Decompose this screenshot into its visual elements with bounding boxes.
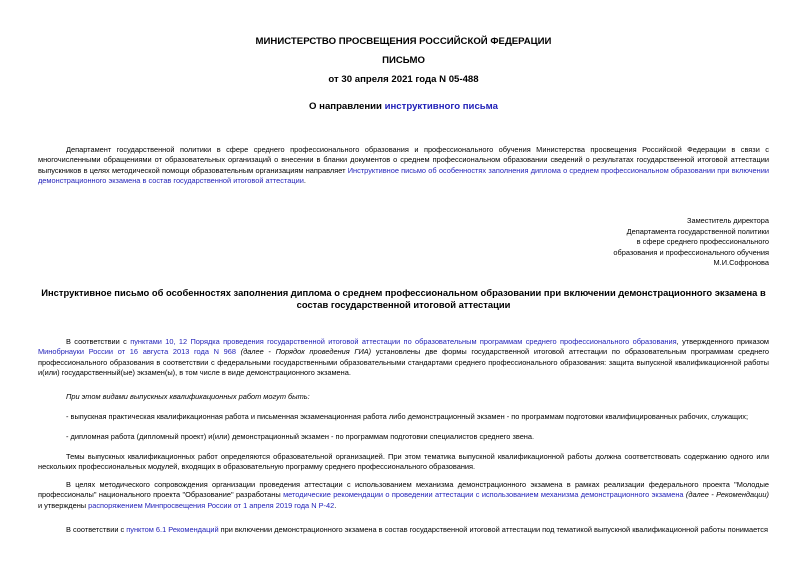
p4-text: - дипломная работа (дипломный проект) и(или) демонстрационный экзамен - по программам подготовки специалистов среднего звена. bbox=[66, 432, 535, 441]
p1-italic: (далее - Порядок проведения ГИА) bbox=[240, 347, 372, 357]
paragraph-1 bbox=[38, 337, 769, 379]
document-type: ПИСЬМО bbox=[382, 55, 425, 66]
p3-text: - выпускная практическая квалификационная работа и письменная экзаменационная работа либо демонстрационный экзамен - по программам подготовки квалифицированных рабочих, служащих; bbox=[66, 412, 749, 421]
instruction-title: Инструктивное письмо об особенностях заполнения диплома о среднем профессиональном образовании при включении демонстрационного экзамена в состав государственной итоговой аттестации bbox=[41, 287, 766, 310]
paragraph-4 bbox=[38, 432, 769, 442]
directive-link[interactable]: распоряжением Минпросвещения России от 1 апреля 2019 года N Р-42 bbox=[88, 500, 335, 510]
signature-line: Департамента государственной политики bbox=[626, 226, 769, 236]
signature-name: М.И.Софронова bbox=[713, 258, 769, 268]
subject-link[interactable]: инструктивного письма bbox=[384, 101, 498, 112]
paragraph-2 bbox=[38, 392, 769, 402]
intro-paragraph bbox=[38, 145, 769, 187]
document-date-number: от 30 апреля 2021 года N 05-488 bbox=[328, 74, 479, 85]
p6-text: . bbox=[334, 500, 337, 510]
paragraph-5 bbox=[38, 452, 769, 473]
p6-italic: (далее - Рекомендации) bbox=[685, 490, 769, 500]
procedure-link[interactable]: пунктами 10, 12 Порядка проведения государственной итоговой аттестации по образовательным программам среднего профессионального образования bbox=[130, 337, 677, 346]
p6-text: В целях методического сопровождения организации проведения аттестации с использованием механизма демонстрационного экзамена в рамках реализации федерального проекта "Молодые профессионалы" национального проекта "Образование" разработаны bbox=[38, 480, 769, 500]
paragraph-6 bbox=[38, 480, 769, 511]
subject-prefix: О направлении bbox=[309, 101, 385, 112]
p1-text: установлены две формы государственной итоговой аттестации по образовательным программам среднего профессионального образования в соответствии с федеральными государственными образовательными стандартами среднего профессионального образования: защита выпускной квалификационной работы и(или) государственный(ые) экзамен(ы), в том числе в виде демонстрационного экзамена. bbox=[38, 347, 770, 378]
intro-end: . bbox=[303, 176, 306, 186]
document-subject bbox=[0, 101, 807, 113]
p5-text: Темы выпускных квалификационных работ определяются образовательной организацией. При этом тематика выпускной квалификационной работы должна соответствовать содержанию одного или нескольких профессиональных модулей, входящих в образовательную программу среднего профессионального образования. bbox=[38, 452, 769, 472]
signature-line: Заместитель директора bbox=[687, 216, 769, 225]
p1-text: , утвержденного приказом bbox=[676, 337, 770, 346]
signature-block bbox=[569, 216, 769, 269]
recommendations-point-link[interactable]: пунктом 6.1 Рекомендаций bbox=[126, 525, 219, 534]
recommendations-link[interactable]: методические рекомендации о проведении аттестации с использованием механизма демонстрационного экзамена bbox=[283, 490, 684, 500]
paragraph-7 bbox=[38, 525, 769, 535]
p7-text: при включении демонстрационного экзамена в состав государственной итоговой аттестации под тематикой выпускной квалификационной работы понимается bbox=[218, 525, 768, 534]
paragraph-3 bbox=[38, 412, 769, 422]
p7-text: В соответствии с bbox=[66, 525, 127, 534]
signature-line: в сфере среднего профессионального bbox=[636, 237, 769, 247]
intro-text: Департамент государственной политики в сфере среднего профессионального образования и профессионального обучения Министерства просвещения Российской Федерации в связи с многочисленными обращениями от образовательных организаций о внесении в бланки документов о среднем профессиональном образовании сведений о результатах государственной итоговой аттестации выпускников в целях методической помощи образовательным организациям направляет bbox=[38, 145, 769, 175]
intro-instruction-link[interactable]: Инструктивное письмо об особенностях заполнения диплома о среднем профессиональном образовании при включении демонстрационного экзамена в состав государственной итоговой аттестации bbox=[38, 165, 770, 186]
p6-text: и утверждены bbox=[38, 500, 89, 510]
p1-text: В соответствии с bbox=[66, 337, 131, 346]
p2-text: При этом видами выпускных квалификационных работ могут быть: bbox=[66, 392, 310, 401]
ministry-title: МИНИСТЕРСТВО ПРОСВЕЩЕНИЯ РОССИЙСКОЙ ФЕДЕРАЦИИ bbox=[255, 36, 552, 47]
signature-line: образования и профессионального обучения bbox=[613, 247, 769, 257]
order-link[interactable]: Минобрнауки России от 16 августа 2013 года N 968 bbox=[38, 347, 237, 357]
